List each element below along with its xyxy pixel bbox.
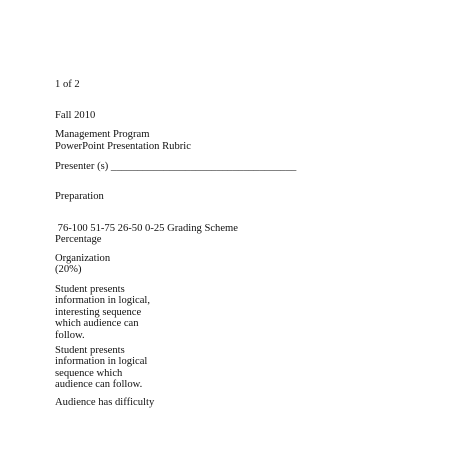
criterion-description-fair <box>55 397 154 408</box>
rubric-title: PowerPoint Presentation Rubric <box>55 141 191 152</box>
page-indicator: 1 of 2 <box>55 79 80 90</box>
description-line: Student presents <box>55 284 125 295</box>
section-heading: Preparation <box>55 191 104 202</box>
term-label: Fall 2010 <box>55 110 96 121</box>
description-line: follow. <box>55 329 85 341</box>
description-line: information in logical <box>55 356 148 368</box>
description-line: interesting sequence <box>55 306 142 318</box>
description-line: information in logical, <box>55 295 151 307</box>
presenter-field: Presenter (s) ___________________________________ <box>55 161 297 172</box>
document-page <box>55 0 445 453</box>
program-title: Management Program <box>55 129 150 140</box>
grading-scale-header: 76-100 51-75 26-50 0-25 Grading Scheme <box>55 223 239 234</box>
description-line: which audience can <box>55 318 139 330</box>
grading-scale-subheader: Percentage <box>55 234 102 245</box>
description-line: sequence which <box>55 367 123 379</box>
criterion-description-excellent <box>55 284 150 341</box>
description-line: audience can follow. <box>55 379 143 391</box>
criterion-name: Organization <box>55 253 111 264</box>
description-line: Student presents <box>55 345 125 356</box>
criterion-weight: (20%) <box>55 264 82 275</box>
description-line: Audience has difficulty <box>55 397 155 408</box>
criterion-description-good <box>55 345 147 391</box>
